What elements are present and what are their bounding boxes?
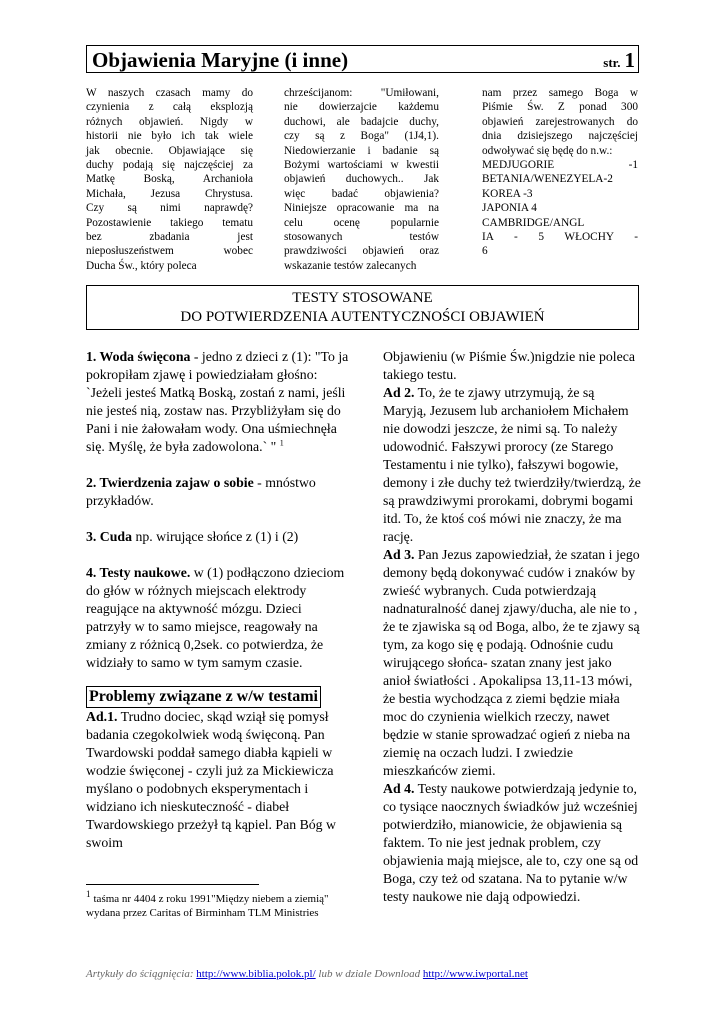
intro-line: Ducha Św., który poleca [86, 259, 197, 272]
page-number-area [603, 46, 635, 77]
footer-prefix: Artykuły do ściągnięcia: [86, 968, 197, 980]
left-body-column [86, 348, 350, 852]
intro-line: MEDJUGORIE -1 [482, 159, 638, 172]
section-4-text: w (1) podłączono dzieciom do głów w różnych miejscach elektrody reagujące na aktywność mózgu. Dzieci patrzyły w to samo miejsce, reagowały na zmiany z różnicą 0,2sek. co potwierdza, że widziały to samo w tym samym czasie. [86, 565, 345, 670]
intro-line: objawień duchowych.. Jak [284, 173, 439, 186]
intro-column-2 [284, 86, 439, 273]
intro-line: nie dowierzajcie każdemu [284, 101, 439, 114]
intro-line: historii nie było ich tak wiele [86, 130, 253, 143]
section-3-heading: 3. Cuda [86, 529, 133, 544]
intro-line: KOREA -3 [482, 187, 533, 200]
intro-line: Niedowierzanie i badanie są [284, 144, 439, 157]
tests-heading-line-1: TESTY STOSOWANE [292, 290, 433, 306]
intro-line: jak obecnie. Objawiające się [86, 144, 253, 157]
intro-line: Pozostawienie takiego tematu [86, 216, 253, 229]
footnote [86, 889, 356, 920]
intro-line: Matkę Boską, Archanioła [86, 173, 253, 186]
title-box [86, 45, 639, 73]
intro-line: W naszych czasach mamy do [86, 87, 253, 99]
section-2 [86, 474, 350, 510]
intro-line: IA - 5 WŁOCHY - [482, 231, 638, 244]
intro-line: stosowanych testów [284, 231, 439, 244]
intro-line: czy są z Boga" (1J4,1). [284, 130, 439, 143]
intro-line: wskazanie testów zalecanych [284, 259, 417, 272]
page-number: 1 [624, 48, 635, 72]
section-2-heading: 2. Twierdzenia zajaw o sobie [86, 475, 254, 490]
ad-2-text: To, że te zjawy utrzymują, że są Maryją, Jezusem lub archaniołem Michałem nie dowodzi jeszcze, że nimi są. To należy udowodnić. Fałszywi prorocy (ze Starego Testamentu i nie tylko), fałszywi bogowie, demony i złe duchy też twierdziły/twierdzą, że są prawdziwymi prorokami, dobrymi bogami itd. To, że ktoś coś mówi nie znaczy, że ma rację. [383, 385, 641, 544]
intro-line: Piśmie Św. Z ponad 300 [482, 101, 638, 114]
intro-line: nieposłuszeństwem wobec [86, 245, 253, 258]
intro-column-1 [86, 86, 253, 273]
page-footer [86, 968, 646, 980]
intro-line: Niniejsze opracowanie ma na [284, 202, 439, 215]
section-1-text: - jedno z dzieci z (1): "To ja pokropiłam zjawę i powiedziałam głośno: `Jeżeli jesteś Matką Boską, zostań z nami, jeśli nie jesteś nią, zostaw nas. Przybliżyłam się do Pani i nie żałowałam wody. Ona uśmiechnęła się. Myślę, że była zadowolona.` " [86, 349, 349, 454]
ad-3-heading: Ad 3. [383, 547, 415, 562]
footer-link-iwportal[interactable]: http://www.iwportal.net [422, 968, 528, 980]
section-2-text: - mnóstwo przykładów. [86, 475, 316, 508]
page-label: str. [603, 55, 621, 70]
intro-line: prawdziwości objawień oraz [284, 245, 439, 258]
ad-3 [383, 546, 641, 780]
intro-line: 6 [482, 245, 488, 258]
intro-line: chrześcijanom: "Umiłowani, [284, 87, 439, 99]
intro-line: Czy są nimi naprawdę? [86, 202, 253, 215]
intro-line: dnia dzisiejszego najczęściej [482, 130, 638, 143]
section-4 [86, 564, 350, 672]
ad-2 [383, 384, 641, 546]
tests-heading-line-2: DO POTWIERDZENIA AUTENTYCZNOŚCI OBJAWIEŃ [180, 309, 545, 325]
footnote-divider [86, 884, 259, 885]
intro-line: nam przez samego Boga w [482, 87, 638, 99]
intro-line: celu ocenę popularnie [284, 216, 439, 229]
intro-column-3 [482, 86, 638, 259]
ad-1 [86, 708, 350, 852]
footnote-ref[interactable]: 1 [279, 438, 284, 448]
footnote-number: 1 [86, 889, 91, 900]
ad-4-text: Testy naukowe potwierdzają jedynie to, co tysiące naocznych świadków już wcześniej potwierdziło, mianowicie, że objawienia są faktem. To nie jest jednak problem, czy objawienia mają miejsce, ale to, czy one są od Boga, czy też od szatana. Na to pytanie w/w testy naukowe nie dają odpowiedzi. [383, 781, 639, 904]
section-1 [86, 348, 350, 456]
intro-line: różnych objawień. Nigdy w [86, 115, 253, 128]
ad-4-heading: Ad 4. [383, 781, 415, 796]
footer-middle: lub w dziale Download [315, 968, 423, 980]
footnote-text: taśma nr 4404 z roku 1991"Między niebem a ziemią" wydana przez Caritas of Birminham TLM Ministries [86, 893, 329, 919]
footer-link-biblia[interactable]: http://www.biblia.polok.pl/ [196, 968, 316, 980]
intro-line: JAPONIA 4 [482, 202, 537, 215]
ad-1-continued: Objawieniu (w Piśmie Św.)nigdzie nie poleca takiego testu. [383, 349, 635, 382]
section-3 [86, 528, 350, 546]
ad-4 [383, 780, 641, 906]
intro-line: BETANIA/WENEZYELA-2 [482, 173, 613, 186]
problems-heading: Problemy związane z w/w testami [86, 686, 321, 708]
section-3-text: np. wirujące słońce z (1) i (2) [132, 529, 299, 544]
intro-line: Michała, Jezusa Chrystusa. [86, 187, 253, 200]
section-1-heading: 1. Woda święcona [86, 349, 191, 364]
page-title: Objawienia Maryjne (i inne) [92, 48, 349, 72]
intro-line: objawień zarejestrowanych do [482, 115, 638, 128]
section-4-heading: 4. Testy naukowe. [86, 565, 191, 580]
intro-line: duchy podają się najczęściej za [86, 159, 253, 172]
intro-line: Bożymi wartościami w kwestii [284, 159, 439, 172]
ad-2-heading: Ad 2. [383, 385, 415, 400]
intro-line: więc badać objawienia? [284, 187, 439, 200]
intro-line: bez zbadania jest [86, 231, 253, 244]
intro-line: duchowi, ale badajcie duchy, [284, 115, 439, 128]
intro-line: czynienia z całą eksplozją [86, 101, 253, 114]
ad-1-heading: Ad.1. [86, 709, 118, 724]
tests-heading-box [86, 285, 639, 330]
ad-3-text: Pan Jezus zapowiedział, że szatan i jego demony będą dokonywać cudów i znaków by zwieść wybranych. Cuda potwierdzają nadnaturalność danej zjawy/ducha, ale nie to , że te zjawiska są od Boga, albo, że te zjawy są tym, za kogo się ę podają. Odnośnie cudu wirującego słońca- szatan znany jest jako anioł światłości . Apokalipsa 13,11-13 mówi, że bestia wychodząca z ziemi będzie miała moc do czynienia wielkich rzeczy, nawet będzie w stanie sprowadzać ogień z nieba na ziemię na oczach ludzi. I zwiedzie mieszkańców ziemi. [383, 547, 640, 778]
intro-line: CAMBRIDGE/ANGL [482, 216, 585, 229]
right-body-column [383, 348, 641, 906]
intro-line: odwoływać się będę do n.w.: [482, 144, 613, 157]
ad-1-text: Trudno dociec, skąd wziął się pomysł badania czegokolwiek wodą święconą. Pan Twardowski poddał samego diabła kąpieli w wodzie święconej - czyli już za Mickiewicza myślano o podobnych eksperymentach i widziano ich nieskuteczność - diabeł Twardowskiego przeżył tą kąpiel. Pan Bóg w swoim [86, 709, 336, 850]
